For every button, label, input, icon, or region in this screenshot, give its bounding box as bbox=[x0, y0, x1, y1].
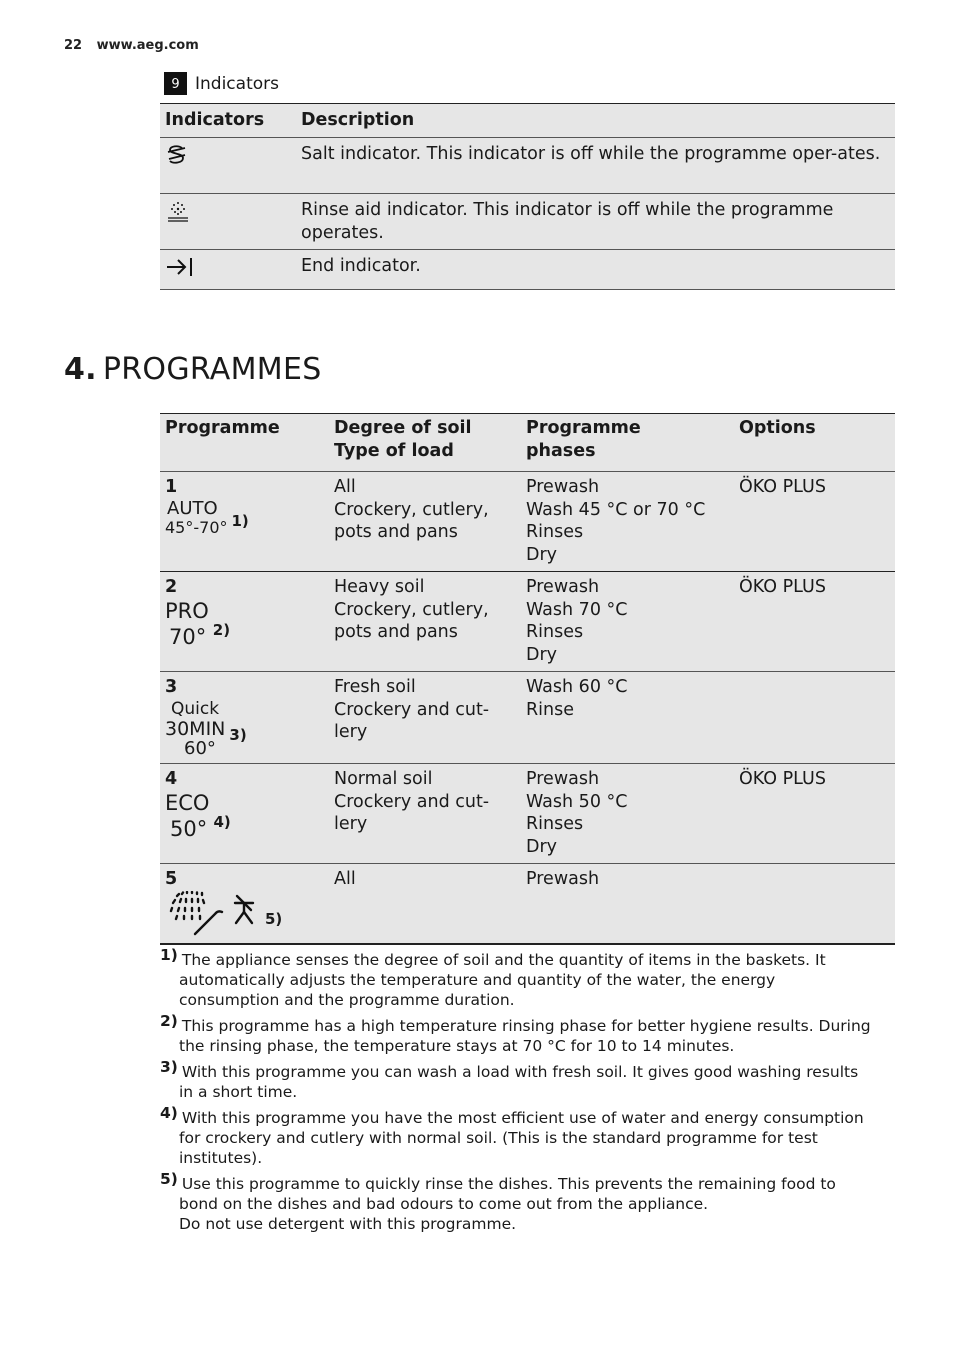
table-row bbox=[160, 472, 895, 572]
phases-cell bbox=[521, 864, 734, 944]
indicator-description: Rinse aid indicator. This indicator is off while the programme operates. bbox=[301, 200, 834, 243]
indicator-cell bbox=[160, 138, 296, 194]
footnote-mark: 1) bbox=[160, 946, 178, 964]
soil-cell bbox=[329, 764, 521, 864]
footnote-mark: 5) bbox=[160, 1170, 178, 1188]
indicator-cell bbox=[160, 250, 296, 290]
phase-line: Wash 50 °C bbox=[526, 791, 628, 812]
programme-cell bbox=[160, 864, 329, 944]
soil-cell bbox=[329, 472, 521, 572]
programme-number: 5 bbox=[165, 869, 178, 889]
soil-line: Crockery, cutlery, bbox=[334, 499, 489, 520]
footnote-line: institutes). bbox=[179, 1149, 263, 1167]
soil-line: pots and pans bbox=[334, 622, 458, 642]
phases-cell bbox=[521, 672, 734, 764]
programme-cell bbox=[160, 572, 329, 672]
footnote-line: in a short time. bbox=[179, 1083, 298, 1101]
column-header-description: Description bbox=[301, 110, 415, 130]
soil-line: Crockery and cut- bbox=[334, 791, 490, 812]
table-row bbox=[160, 572, 895, 672]
soil-line: All bbox=[334, 869, 356, 889]
phase-line: Wash 70 °C bbox=[526, 599, 628, 620]
column-header-programme: Programme bbox=[165, 418, 280, 438]
indicators-table bbox=[160, 103, 895, 290]
phases-cell bbox=[521, 572, 734, 672]
indicator-description: Salt indicator. This indicator is off while the programme oper-ates. bbox=[301, 144, 881, 164]
phases-cell bbox=[521, 764, 734, 864]
indicators-figure-label bbox=[164, 72, 279, 95]
end-indicator-icon bbox=[165, 255, 195, 279]
soil-line: lery bbox=[334, 722, 368, 742]
programme-cell bbox=[160, 672, 329, 764]
soil-line: Fresh soil bbox=[334, 677, 416, 697]
programme-name: AUTO bbox=[167, 497, 218, 519]
phase-line: Rinse bbox=[526, 699, 574, 720]
section-number: 4. bbox=[64, 352, 97, 387]
options-cell bbox=[734, 672, 895, 764]
programme-temp: 45°-70° bbox=[165, 517, 228, 537]
options-cell: ÖKO PLUS bbox=[739, 577, 826, 597]
phase-line: Wash 60 °C bbox=[526, 677, 628, 697]
soil-cell bbox=[329, 864, 521, 944]
salt-indicator-icon bbox=[165, 143, 189, 169]
programme-cell bbox=[160, 764, 329, 864]
phase-line: Dry bbox=[526, 544, 558, 565]
soil-line: pots and pans bbox=[334, 522, 458, 542]
table-row bbox=[160, 672, 895, 764]
programme-temp: 60° bbox=[184, 737, 216, 759]
footnote-2 bbox=[160, 1012, 900, 1056]
footnote-line: bond on the dishes and bad odours to come out from the appliance. bbox=[179, 1195, 709, 1213]
table-row bbox=[160, 250, 895, 290]
header-url: www.aeg.com bbox=[96, 38, 199, 53]
footnote-line: consumption and the programme duration. bbox=[179, 991, 515, 1009]
options-cell: ÖKO PLUS bbox=[739, 477, 826, 497]
prewash-spray-icon bbox=[165, 891, 261, 937]
programme-symbol bbox=[165, 891, 324, 937]
options-cell: ÖKO PLUS bbox=[739, 769, 826, 789]
column-header-options: Options bbox=[739, 418, 816, 438]
section-title-text: PROGRAMMES bbox=[102, 352, 322, 387]
soil-line: Normal soil bbox=[334, 769, 433, 789]
phase-line: Rinses bbox=[526, 522, 584, 542]
header-line: Type of load bbox=[334, 440, 454, 461]
footnote-ref: 5) bbox=[265, 910, 283, 928]
footnote-5 bbox=[160, 1170, 900, 1234]
programme-symbol bbox=[165, 499, 324, 537]
programme-number: 4 bbox=[165, 769, 178, 789]
footnote-ref: 1) bbox=[231, 512, 249, 530]
footnote-ref: 4) bbox=[213, 813, 231, 831]
indicator-cell bbox=[160, 194, 296, 250]
table-row bbox=[160, 764, 895, 864]
programme-number: 2 bbox=[165, 577, 178, 597]
programme-number: 1 bbox=[165, 477, 178, 497]
phase-line: Dry bbox=[526, 836, 558, 857]
table-row bbox=[160, 194, 895, 250]
footnote-3 bbox=[160, 1058, 900, 1102]
phase-line: Prewash bbox=[526, 577, 600, 597]
soil-cell bbox=[329, 572, 521, 672]
footnote-text: With this programme you have the most efficient use of water and energy consumption bbox=[181, 1109, 864, 1127]
programmes-table-header bbox=[160, 414, 895, 472]
column-header-phases bbox=[521, 414, 734, 472]
footnote-line: Do not use detergent with this programme. bbox=[179, 1215, 517, 1233]
footnote-text: Use this programme to quickly rinse the dishes. This prevents the remaining food to bbox=[181, 1175, 836, 1193]
indicators-table-header bbox=[160, 104, 895, 138]
soil-line: Heavy soil bbox=[334, 577, 425, 597]
programme-temp: 70° bbox=[169, 624, 207, 649]
header-line: Programme bbox=[526, 418, 641, 438]
column-header-indicators: Indicators bbox=[165, 110, 265, 130]
programme-name: 30MIN bbox=[165, 717, 226, 740]
figure-number-badge: 9 bbox=[164, 72, 187, 95]
rinse-aid-indicator-icon bbox=[165, 199, 191, 225]
section-title bbox=[64, 352, 322, 387]
figure-label-text: Indicators bbox=[195, 73, 279, 94]
header-line: phases bbox=[526, 440, 596, 461]
footnote-line: automatically adjusts the temperature and quantity of the water, the energy bbox=[179, 971, 776, 989]
soil-line: All bbox=[334, 477, 356, 497]
indicator-description: End indicator. bbox=[301, 256, 421, 276]
footnote-line: the rinsing phase, the temperature stays at 70 °C for 10 to 14 minutes. bbox=[179, 1037, 735, 1055]
page-number: 22 bbox=[64, 38, 83, 53]
programmes-table bbox=[160, 413, 895, 945]
footnote-4 bbox=[160, 1104, 900, 1168]
footnote-mark: 4) bbox=[160, 1104, 178, 1122]
soil-line: lery bbox=[334, 814, 368, 834]
phase-line: Wash 45 °C or 70 °C bbox=[526, 499, 706, 520]
options-cell bbox=[734, 864, 895, 944]
footnote-mark: 3) bbox=[160, 1058, 178, 1076]
table-row bbox=[160, 138, 895, 194]
programme-name: ECO bbox=[165, 790, 210, 815]
footnote-text: This programme has a high temperature rinsing phase for better hygiene results. During bbox=[181, 1017, 871, 1035]
soil-line: Crockery, cutlery, bbox=[334, 599, 489, 620]
programme-temp: 50° bbox=[170, 816, 208, 841]
phase-line: Dry bbox=[526, 644, 558, 665]
phase-line: Prewash bbox=[526, 869, 600, 889]
table-row bbox=[160, 864, 895, 944]
soil-cell bbox=[329, 672, 521, 764]
programme-name: PRO bbox=[165, 598, 209, 623]
programme-cell bbox=[160, 472, 329, 572]
phase-line: Rinses bbox=[526, 622, 584, 642]
header-line: Degree of soil bbox=[334, 418, 472, 438]
footnote-mark: 2) bbox=[160, 1012, 178, 1030]
programme-number: 3 bbox=[165, 677, 178, 697]
footnote-line: for crockery and cutlery with normal soil. (This is the standard programme for test bbox=[179, 1129, 818, 1147]
phase-line: Rinses bbox=[526, 814, 584, 834]
footnote-1 bbox=[160, 946, 900, 1010]
programme-symbol bbox=[165, 791, 324, 842]
footnote-text: The appliance senses the degree of soil and the quantity of items in the baskets. It bbox=[181, 951, 826, 969]
footnote-ref: 2) bbox=[212, 621, 231, 639]
footnote-text: With this programme you can wash a load with fresh soil. It gives good washing results bbox=[181, 1063, 859, 1081]
footnote-ref: 3) bbox=[229, 726, 247, 744]
column-header-soil bbox=[329, 414, 521, 472]
phase-line: Prewash bbox=[526, 769, 600, 789]
phases-cell bbox=[521, 472, 734, 572]
phase-line: Prewash bbox=[526, 477, 600, 497]
programme-symbol bbox=[165, 699, 324, 759]
page-header bbox=[64, 38, 199, 53]
soil-line: Crockery and cut- bbox=[334, 699, 490, 720]
programme-name-top: Quick bbox=[171, 698, 220, 719]
programme-symbol bbox=[165, 599, 324, 650]
